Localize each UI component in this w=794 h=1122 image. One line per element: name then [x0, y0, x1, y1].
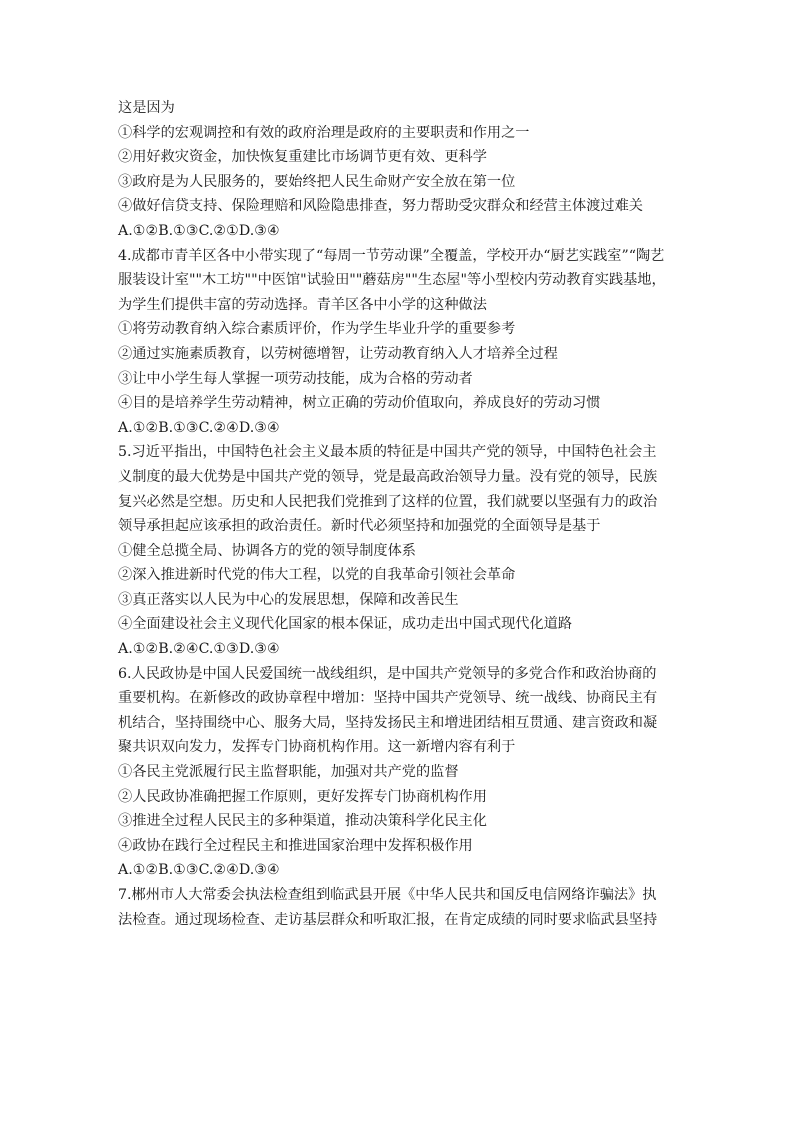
question-7-stem-line-2: 法检查。通过现场检查、走访基层群众和听取汇报，在肯定成绩的同时要求临武县坚持: [118, 911, 658, 928]
question-4-stem-line-3: 为学生们提供丰富的劳动选择。青羊区各中小学的这种做法: [118, 296, 487, 313]
question-5-stem-line-4: 领导承担起应该承担的政治责任。新时代必须坚持和加强党的全面领导是基于: [118, 518, 601, 535]
question-5: [118, 440, 678, 661]
question-5-stem-line-1: 5.习近平指出，中国特色社会主义最本质的特征是中国共产党的领导，中国特色社会主: [118, 444, 657, 461]
question-6-stem: [118, 662, 678, 760]
question-6-stem-line-2: 重要机构。在新修改的政协章程中增加：坚持中国共产党领导、统一战线、协商民主有: [118, 690, 658, 707]
question-5-option-2: ②深入推进新时代党的伟大工程，以党的自我革命引领社会革命: [118, 567, 516, 584]
question-5-option-1: ①健全总揽全局、协调各方的党的领导制度体系: [118, 542, 416, 559]
question-7: [118, 883, 678, 932]
question-4-option-3: ③让中小学生每人掌握一项劳动技能，成为合格的劳动者: [118, 370, 473, 387]
question-6-option-3: ③推进全过程人民民主的多种渠道，推动决策科学化民主化: [118, 813, 487, 830]
question-4-stem-line-1: 4.成都市青羊区各中小带实现了“每周一节劳动课”全覆盖，学校开办“厨艺实践室”“陶艺: [118, 247, 665, 264]
question-6-stem-line-1: 6.人民政协是中国人民爱国统一战线组织，是中国共产党领导的多党合作和政治协商的: [118, 665, 657, 682]
question-6-option-2: ②人民政协准确把握工作原则，更好发挥专门协商机构作用: [118, 788, 487, 805]
question-4: [118, 244, 678, 441]
question-3-option-1: ①科学的宏观调控和有效的政府治理是政府的主要职责和作用之一: [118, 124, 530, 141]
question-4-choices: A.①②B.①③C.②④D.③④: [118, 419, 280, 436]
question-6-option-4: ④政协在践行全过程民主和推进国家治理中发挥积极作用: [118, 837, 473, 854]
question-4-option-2: ②通过实施素质教育，以劳树德增智，让劳动教育纳入人才培养全过程: [118, 345, 558, 362]
question-5-option-4: ④全面建设社会主义现代化国家的根本保证，成功走出中国式现代化道路: [118, 616, 573, 633]
question-7-stem-line-1: 7.郴州市人大常委会执法检查组到临武县开展《中华人民共和国反电信网络诈骗法》执: [118, 887, 657, 903]
question-4-option-1: ①将劳动教育纳入综合素质评价，作为学生毕业升学的重要参考: [118, 321, 516, 338]
question-5-stem-line-3: 复兴必然是空想。历史和人民把我们党推到了这样的位置，我们就要以坚强有力的政治: [118, 493, 658, 510]
question-3-option-4: ④做好信贷支持、保险理赔和风险隐患排查，努力帮助受灾群众和经营主体渡过难关: [118, 198, 643, 215]
question-4-option-4: ④目的是培养学生劳动精神，树立正确的劳动价值取向，养成良好的劳动习惯: [118, 395, 601, 412]
question-4-stem: [118, 244, 678, 318]
question-5-choices: A.①②B.②④C.①③D.③④: [118, 641, 280, 658]
question-7-stem: [118, 883, 678, 932]
question-6-stem-line-4: 聚共识双向发力，发挥专门协商机构作用。这一新增内容有利于: [118, 739, 516, 756]
question-5-option-3: ③真正落实以人民为中心的发展思想，保障和改善民生: [118, 591, 459, 608]
exam-content: [118, 96, 678, 932]
question-6-option-1: ①各民主党派履行民主监督职能，加强对共产党的监督: [118, 764, 459, 781]
question-6: [118, 662, 678, 883]
question-3: [118, 96, 678, 244]
question-6-stem-line-3: 机结合，坚持围绕中心、服务大局，坚持发扬民主和增进团结相互贯通、建言资政和凝: [118, 714, 658, 731]
question-3-option-3: ③政府是为人民服务的，要始终把人民生命财产安全放在第一位: [118, 173, 516, 190]
question-5-stem-line-2: 义制度的最大优势是中国共产党的领导，党是最高政治领导力量。没有党的领导，民族: [118, 468, 658, 485]
question-3-stem-tail: 这是因为: [118, 100, 175, 116]
question-6-choices: A.①②B.①③C.②④D.③④: [118, 862, 280, 879]
question-3-choices: A.①②B.①③C.②①D.③④: [118, 222, 280, 239]
question-5-stem: [118, 440, 678, 538]
question-4-stem-line-2: 服装设计室""木工坊""中医馆"试验田""蘑菇房""生态屋"等小型校内劳动教育实践基地，: [118, 272, 666, 289]
question-3-option-2: ②用好救灾资金，加快恢复重建比市场调节更有效、更科学: [118, 149, 487, 166]
